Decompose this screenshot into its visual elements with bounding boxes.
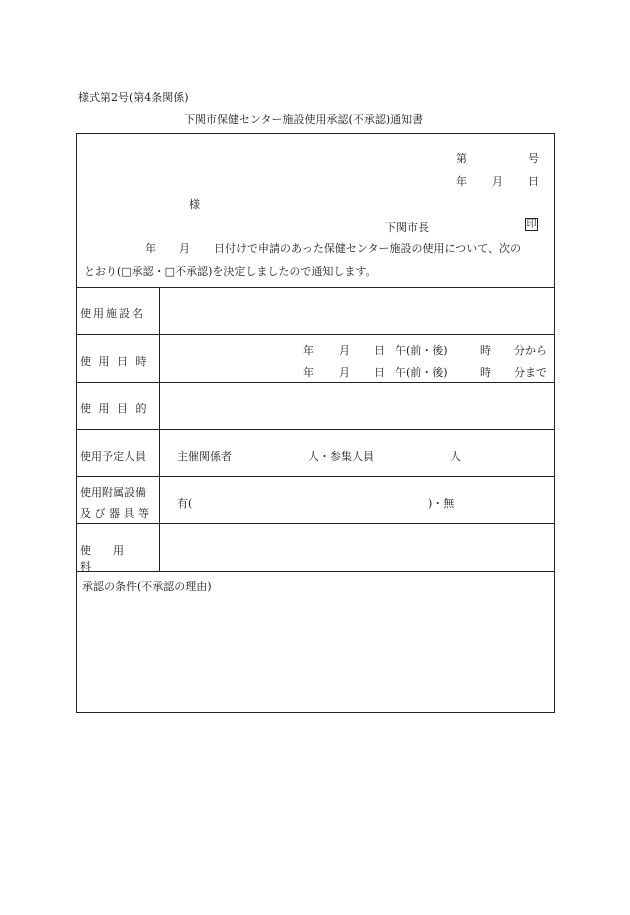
facility-label: 使用施設名 — [80, 307, 145, 320]
equipment-yes: 有( — [177, 497, 193, 510]
to-hour: 時 — [480, 366, 491, 379]
to-ampm: 午(前・後) — [395, 366, 448, 379]
from-month: 月 — [339, 344, 350, 357]
to-day: 日 — [374, 366, 385, 379]
organizer-text: 主催関係者 — [177, 450, 232, 463]
form-frame — [76, 133, 555, 713]
number-dai: 第 — [456, 152, 467, 165]
row-divider — [76, 429, 555, 430]
intro-month: 月 — [179, 242, 190, 255]
row-divider — [76, 523, 555, 524]
to-month: 月 — [339, 366, 350, 379]
row-divider — [76, 382, 555, 383]
intro-line2: とおり(□承認・□不承認)を決定しましたので通知します。 — [84, 265, 377, 278]
fee-label: 使 用 料 — [80, 544, 146, 573]
date-year: 年 — [456, 175, 467, 188]
date-day: 日 — [528, 175, 539, 188]
from-day: 日 — [374, 344, 385, 357]
addressee-sama: 様 — [189, 198, 200, 211]
people-label: 使用予定人員 — [80, 450, 146, 463]
row-divider — [76, 334, 555, 335]
from-hour: 時 — [480, 344, 491, 357]
date-month: 月 — [492, 175, 503, 188]
purpose-label: 使 用 目 的 — [80, 402, 149, 415]
intro-year: 年 — [145, 242, 156, 255]
number-go: 号 — [528, 152, 539, 165]
conditions-label: 承認の条件(不承認の理由) — [82, 580, 212, 593]
equipment-label-2: 及 び 器 具 等 — [80, 507, 149, 520]
equipment-label-1: 使用附属設備 — [80, 486, 146, 499]
to-year: 年 — [303, 366, 314, 379]
form-number: 様式第2号(第4条関係) — [78, 91, 189, 104]
from-ampm: 午(前・後) — [395, 344, 448, 357]
column-divider — [159, 287, 160, 571]
row-divider — [76, 476, 555, 477]
seal-stamp: 印 — [526, 219, 537, 230]
datetime-label: 使 用 日 時 — [80, 355, 149, 368]
document-title: 下関市保健センター施設使用承認(不承認)通知書 — [184, 113, 424, 126]
from-minute: 分から — [514, 344, 547, 357]
to-minute: 分まで — [514, 366, 547, 379]
from-year: 年 — [303, 344, 314, 357]
intro-line1: 日付けで申請のあった保健センター施設の使用について、次の — [214, 242, 522, 255]
participants-text: 人・参集人員 — [308, 450, 374, 463]
mayor-name: 下関市長 — [385, 221, 429, 234]
people-unit: 人 — [450, 450, 461, 463]
row-divider — [76, 287, 555, 288]
equipment-no: )・無 — [428, 497, 455, 510]
